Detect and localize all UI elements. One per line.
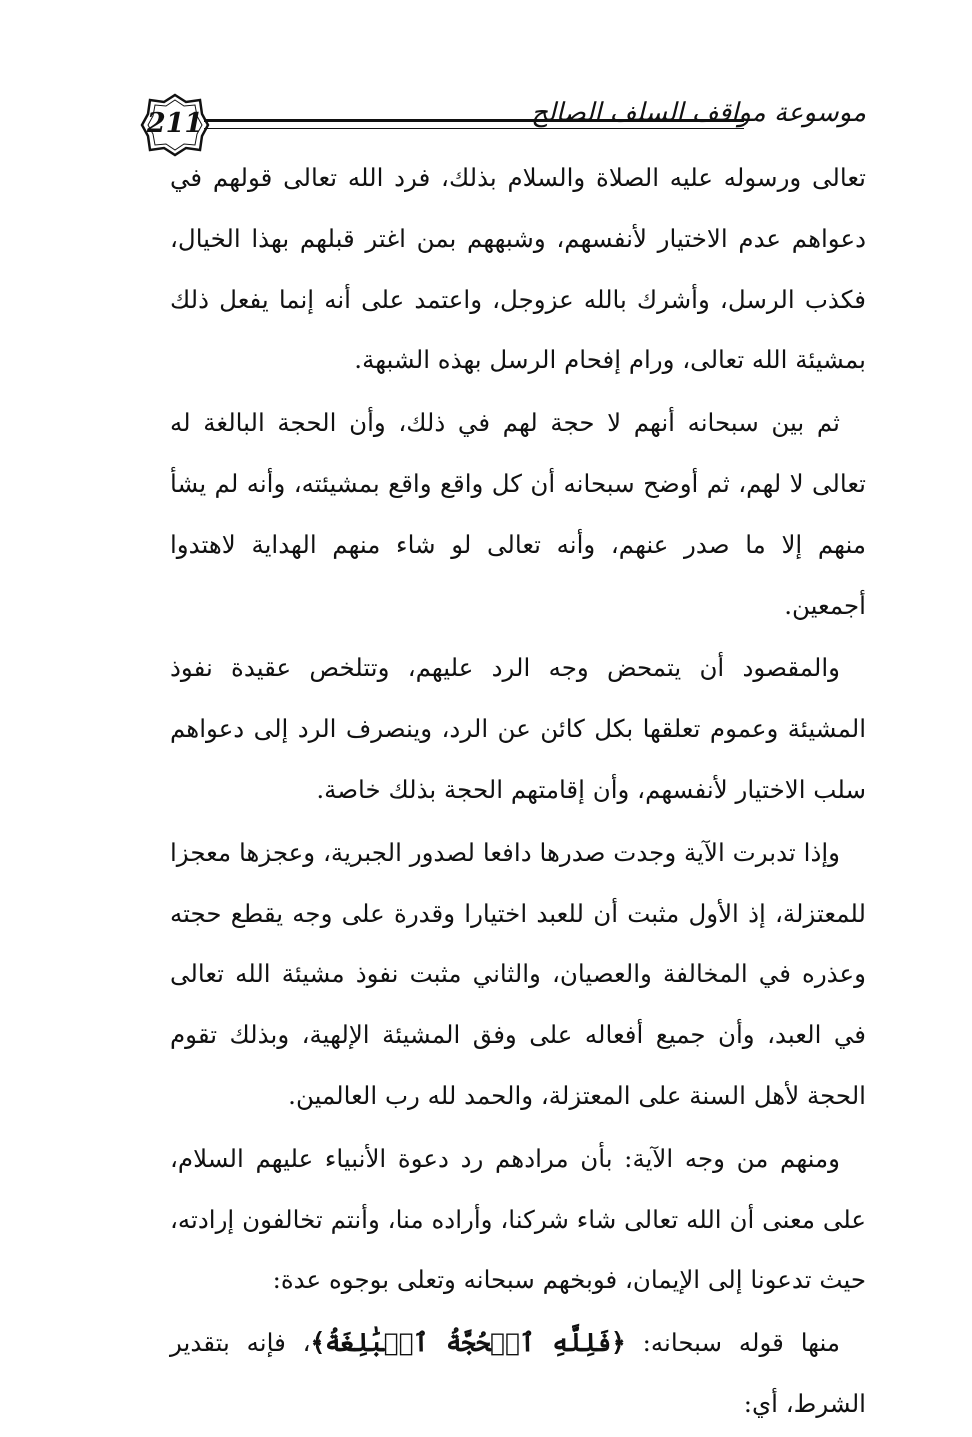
page-number: 211: [146, 108, 204, 139]
paragraph: تعالى ورسوله عليه الصلاة والسلام بذلك، فرد الله تعالى قولهم في دعواهم عدم الاختيار لأنفسهم، وشبههم بمن اغتر قبلهم بهذا الخيال، فكذب الرسل، وأشرك بالله عزوجل، واعتمد على أنه إنما يفعل ذلك بمشيئة الله تعالى، ورام إفحام الرسل بهذه الشبهة.: [170, 163, 866, 375]
paragraph: وإذا تدبرت الآية وجدت صدرها دافعا لصدور الجبرية، وعجزها معجزا للمعتزلة، إذ الأول مثبت أن للعبد اختيارا وقدرة على وجه يقطع حجته وعذره في المخالفة والعصيان، والثاني مثبت نفوذ مشيئة الله تعالى في العبد، وأن جميع أفعاله على وفق المشيئة الإلهية، وبذلك تقوم الحجة لأهل السنة على المعتزلة، والحمد لله رب العالمين.: [170, 837, 866, 1110]
paragraph: والمقصود أن يتمحض وجه الرد عليهم، وتتلخص عقيدة نفوذ المشيئة وعموم تعلقها بكل كائن عن الرد، وينصرف الرد إلى دعواهم سلب الاختيار لأنفسهم، وأن إقامتهم الحجة بذلك خاصة.: [170, 653, 866, 804]
paragraph-text: ، فإنه بتقدير الشرط، أي:: [170, 1328, 866, 1418]
page-body: [170, 148, 866, 1437]
paragraph: [170, 1313, 866, 1435]
paragraph: ومنهم من وجه الآية: بأن مرادهم رد دعوة الأنبياء عليهم السلام، على معنى أن الله تعالى شاء شركنا، وأراده منا، وأنتم تخالفون إرادته، حيث تدعونا إلى الإيمان، فوبخهم سبحانه وتعلى بوجوه عدة:: [170, 1143, 866, 1295]
paragraph: ثم بين سبحانه أنهم لا حجة لهم في ذلك، وأن الحجة البالغة له تعالى لا لهم، ثم أوضح سبحانه أن كل واقع واقع بمشيئته، وأنه لم يشأ منهم إلا ما صدر عنهم، وأنه تعالى لو شاء منهم الهداية لاهتدوا أجمعين.: [170, 408, 866, 620]
paragraph-text: منها قوله سبحانه:: [625, 1328, 840, 1358]
book-title: موسوعة مواقف السلف الصالح: [531, 98, 866, 128]
quran-verse: ﴿فَلِلَّهِ ٱلۡحُجَّةُ ٱلۡبَٰلِغَةُ﴾: [310, 1328, 626, 1358]
